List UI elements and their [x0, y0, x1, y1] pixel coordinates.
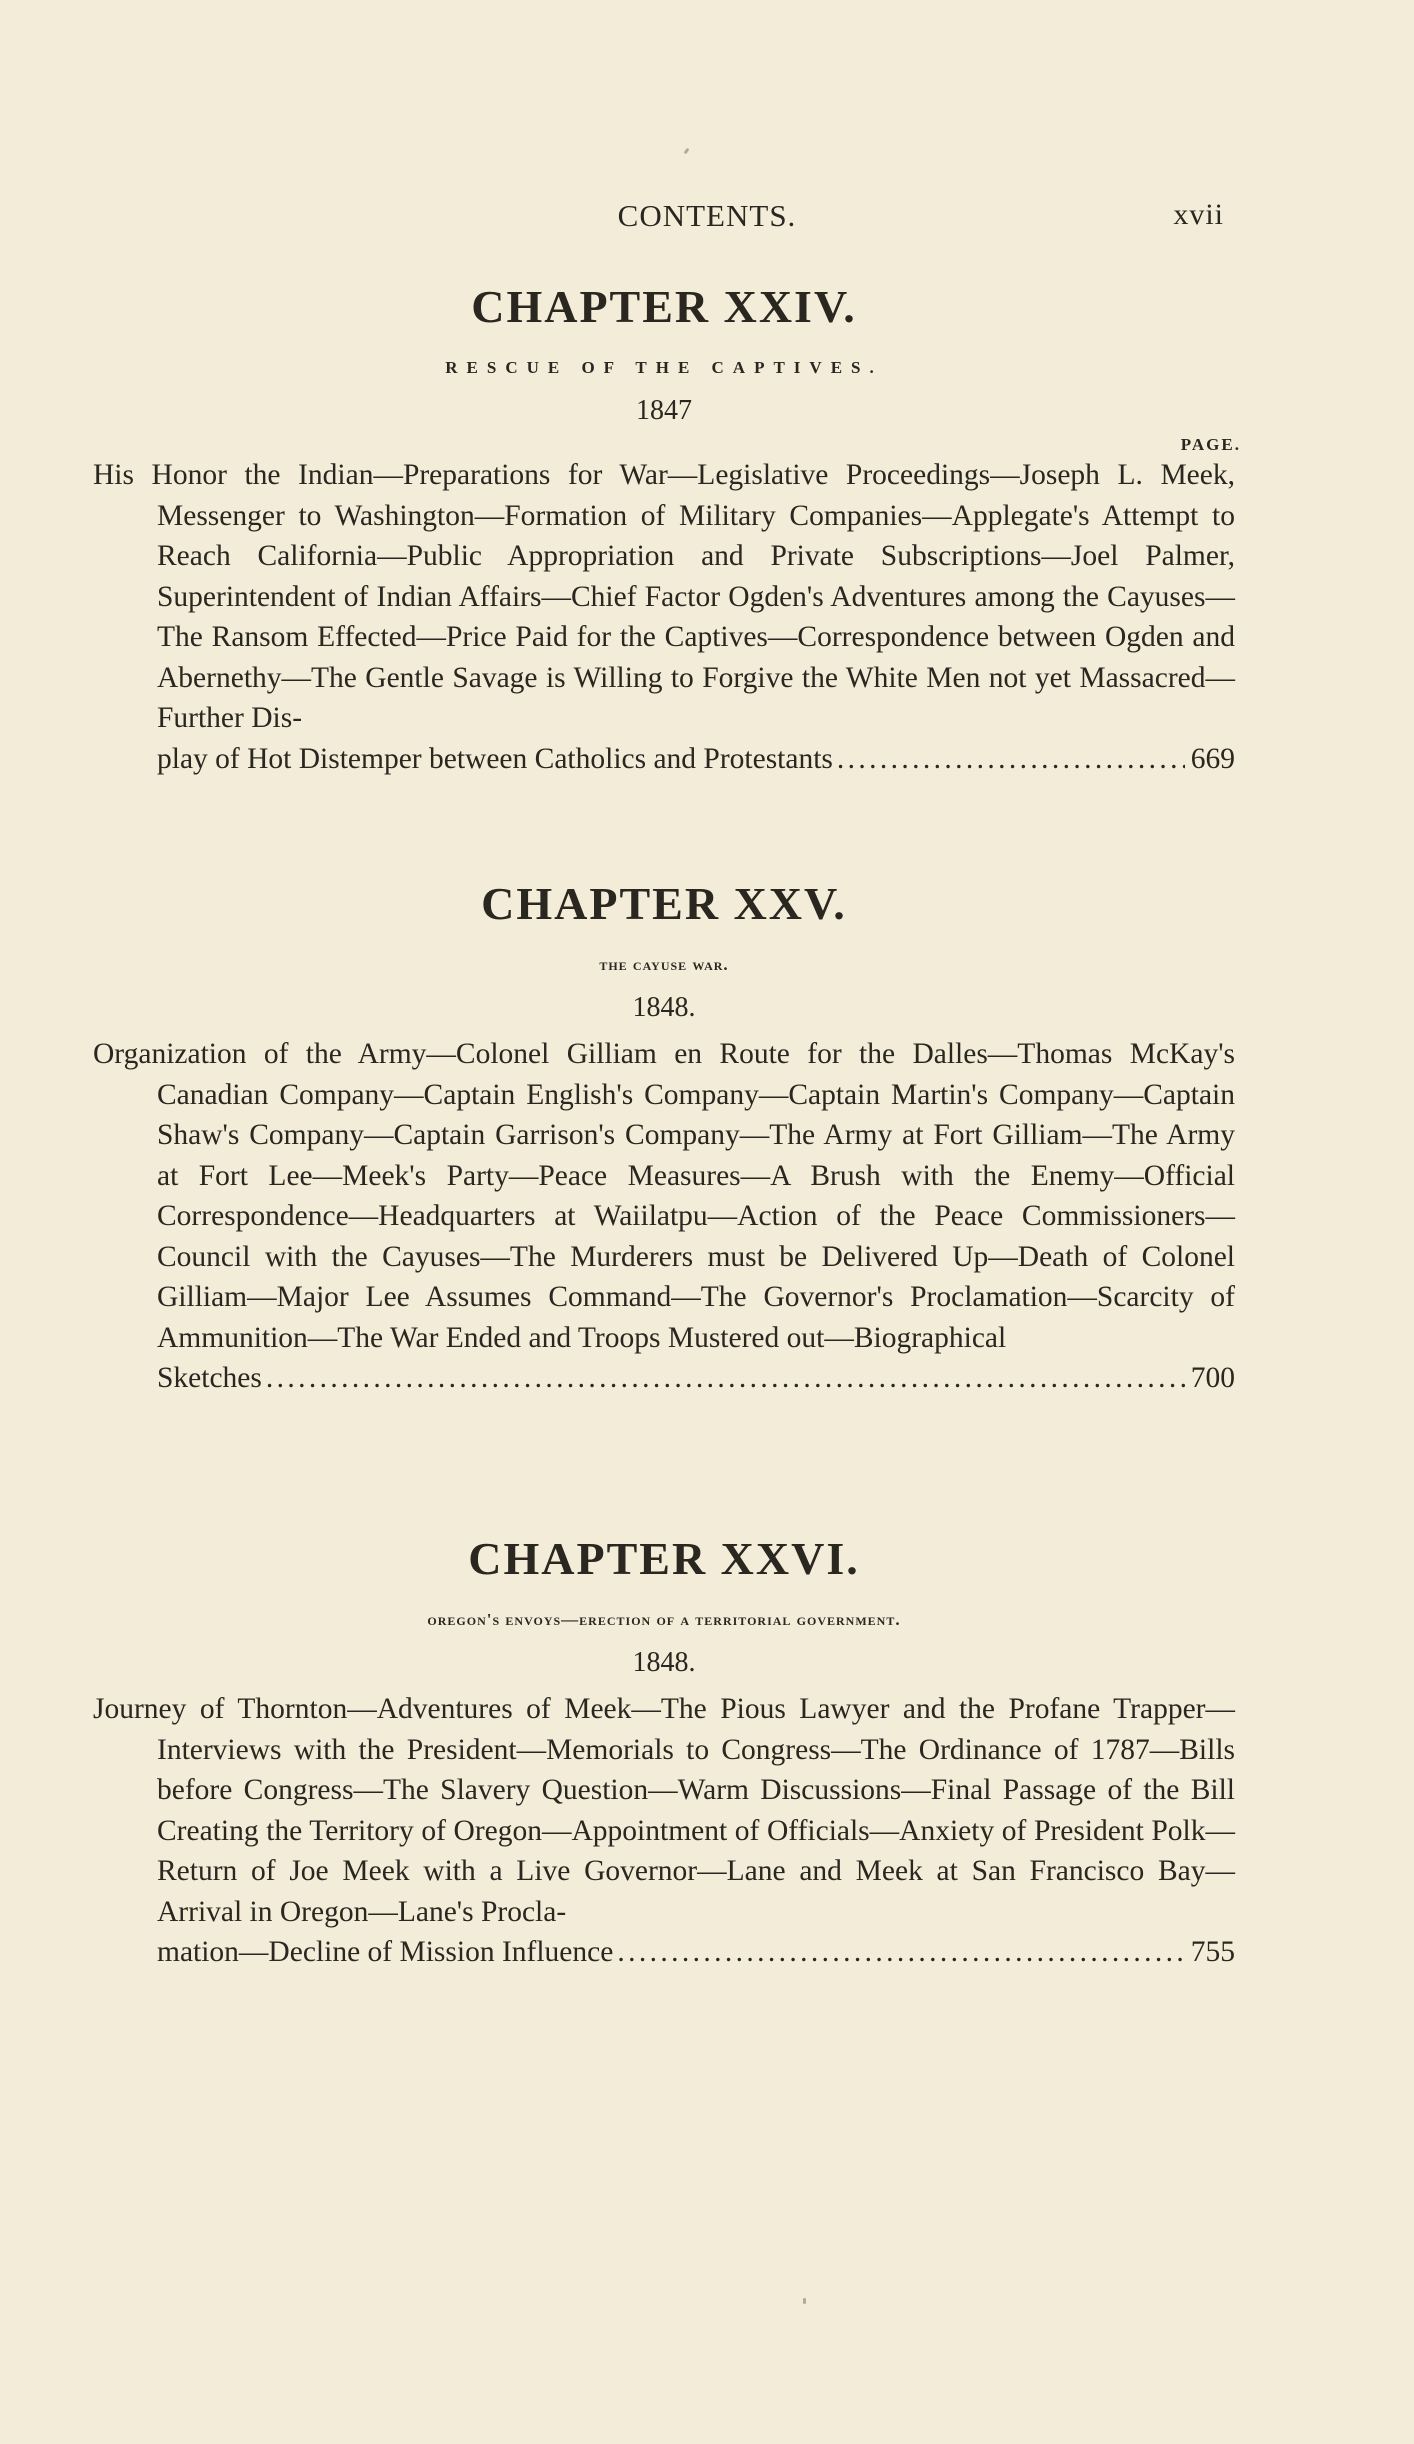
ink-speck: [684, 148, 690, 155]
chapter-subtitle-text: oregon's envoys—erection of a territorial government.: [427, 1610, 901, 1629]
chapter-summary: Journey of Thornton—Adventures of Meek—The Pious Lawyer and the Profane Trapper—Interviews with the President—Memorials to Congress—The Ordinance of 1787—Bills before Congress—The Slavery Question—Warm Discussions—Final Passage of the Bill Creating the Territory of Oregon—Appointment of Officials—Anxiety of President Polk—Return of Joe Meek with a Live Governor—Lane and Meek at San Francisco Bay—Arrival in Oregon—Lane's Procla-: [93, 1693, 1235, 1928]
chapter-26: [93, 1533, 1235, 1973]
chapter-subtitle-text: the cayuse war.: [599, 955, 729, 974]
chapter-page-number: 755: [1190, 1936, 1235, 1968]
chapter-title: CHAPTER XXV.: [481, 878, 847, 929]
chapter-24: [93, 281, 1241, 779]
chapter-25: [93, 878, 1235, 1399]
chapter-subtitle: [93, 952, 1235, 978]
ink-speck: [803, 2298, 806, 2304]
chapter-subtitle: [93, 1607, 1235, 1633]
chapter-summary: Organization of the Army—Colonel Gilliam en Route for the Dalles—Thomas McKay's Canadian Company—Captain English's Company—Captain Martin's Company—Captain Shaw's Company—Captain Garrison's Company—The Army at Fort Gilliam—The Army at Fort Lee—Meek's Party—Peace Measures—A Brush with the Enemy—Official Correspondence—Headquarters at Waiilatpu—Action of the Peace Commissioners—Council with the Cayuses—The Murderers must be Delivered Up—Death of Colonel Gilliam—Major Lee Assumes Command—The Governor's Proclamation—Scarcity of Ammunition—The War Ended and Troops Mustered out—Biographical: [93, 1038, 1235, 1354]
summary-last-line: play of Hot Distemper between Catholics and Protestants: [157, 742, 833, 775]
page-column-label: PAGE.: [1180, 435, 1241, 454]
page-number: xvii: [1173, 198, 1224, 231]
chapter-entry-line: [93, 739, 1235, 780]
chapter-year: 1848.: [632, 992, 696, 1023]
running-head: [0, 198, 1414, 238]
summary-last-line: mation—Decline of Mission Influence: [157, 1936, 614, 1968]
chapter-entry-line: [93, 1358, 1235, 1399]
chapter-page-number: 700: [1190, 1362, 1235, 1394]
chapter-subtitle: RESCUE OF THE CAPTIVES.: [445, 358, 883, 377]
chapter-summary: His Honor the Indian—Preparations for War—Legislative Proceedings—Joseph L. Meek, Messenger to Washington—Formation of Military Companies—Applegate's Attempt to Reach California—Public Appropriation and Private Subscriptions—Joel Palmer, Superintendent of Indian Affairs—Chief Factor Ogden's Adventures among the Cayuses—The Ransom Effected—Price Paid for the Captives—Correspondence between Ogden and Abernethy—The Gentle Savage is Willing to Forgive the White Men not yet Massacred—Further Dis-: [93, 459, 1235, 734]
chapter-year: 1847: [636, 395, 692, 426]
dot-leader: [837, 739, 1185, 780]
chapter-entry-line: [93, 1932, 1235, 1973]
summary-last-line: Sketches: [157, 1362, 262, 1394]
chapter-year: 1848.: [632, 1647, 696, 1678]
chapter-title: CHAPTER XXIV.: [471, 281, 857, 332]
dot-leader: [266, 1358, 1185, 1399]
dot-leader: [617, 1932, 1184, 1973]
chapter-page-number: 669: [1190, 742, 1235, 775]
chapter-title: CHAPTER XXVI.: [468, 1533, 860, 1584]
running-head-title: CONTENTS.: [617, 198, 797, 233]
